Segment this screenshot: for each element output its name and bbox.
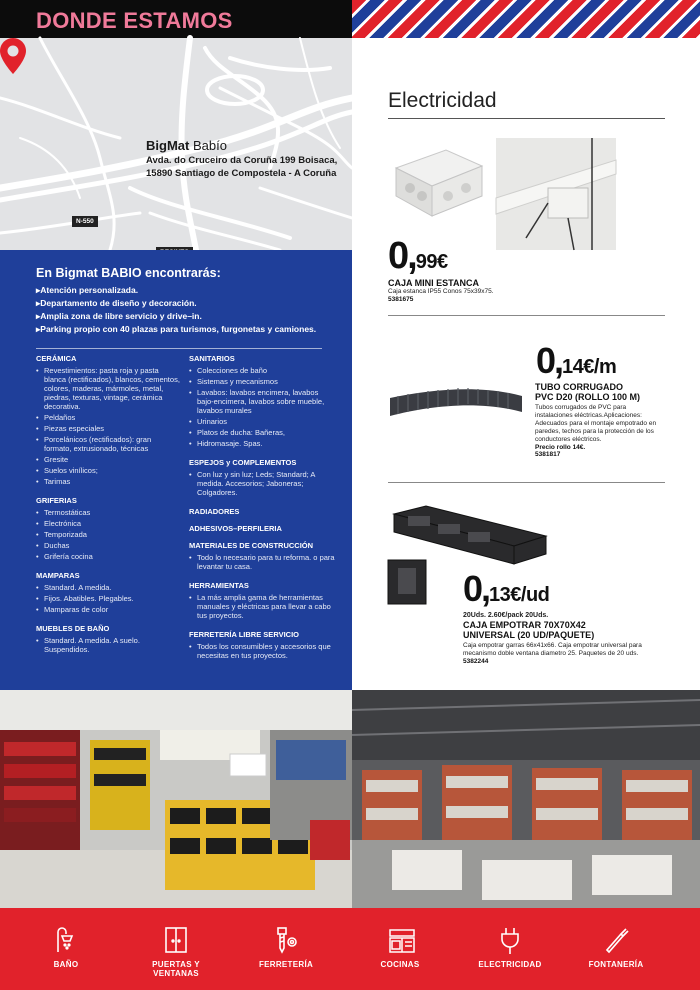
category-item: • Mamparas de color	[36, 605, 180, 614]
category-heading: SANITARIOS	[189, 354, 235, 363]
categories-column-right	[189, 354, 335, 670]
info-divider	[36, 348, 322, 349]
product-ref: 5381817	[535, 451, 561, 458]
info-title: En Bigmat BABIO encontrarás:	[36, 266, 221, 280]
category-item: • Temporizada	[36, 530, 180, 539]
door-icon	[164, 926, 188, 954]
category-heading: HERRAMIENTAS	[189, 581, 249, 590]
footer-label: BAÑO	[53, 960, 79, 969]
category-item: • Suelos vinílicos;	[36, 466, 180, 475]
section-title: Electricidad	[388, 89, 497, 112]
footer-item-fontaneria[interactable]	[566, 908, 666, 990]
footer-label: ELECTRICIDAD	[478, 960, 542, 969]
category-heading: MAMPARAS	[36, 571, 80, 580]
product-divider	[388, 315, 665, 316]
category-item: • Grifería cocina	[36, 552, 180, 561]
category-list	[189, 553, 335, 571]
section-title-rule	[388, 118, 665, 119]
product-pack-price: 20Uds. 2.60€/pack 20Uds.	[463, 612, 549, 619]
address-line-1: Avda. do Cruceiro da Coruña 199 Boisaca,	[146, 155, 338, 166]
category-item: • Todo lo necesario para tu reforma. o para levantar tu casa.	[189, 553, 335, 571]
product-desc: Tubos corrugados de PVC para instalaciones eléctricas.Aplicaciones: Adecuados para el montaje empotrado en paredes, techos para la protección de los conductores eléctricos.	[535, 404, 657, 443]
product-name: TUBO CORRUGADO	[535, 382, 623, 392]
product-ref: 5382244	[463, 658, 489, 665]
location-pin-icon	[0, 38, 26, 74]
location-map[interactable]	[0, 38, 352, 250]
junction-box-installed-image	[496, 138, 616, 250]
category-item: • Electrónica	[36, 519, 180, 528]
category-item: • Tarimas	[36, 477, 180, 486]
product-desc: Caja empotrar garras 66x41x66. Caja empotrar universal para mecanismo doble ventana diametro 25. Paquetes de 20 uds.	[463, 642, 642, 657]
store-interior-photo	[0, 690, 352, 908]
corrugated-tube-image	[388, 376, 524, 424]
footer-label: COCINAS	[380, 960, 420, 969]
product-name: CAJA MINI ESTANCA	[388, 278, 480, 288]
product-desc: Caja estanca IP55 Conos 75x39x75.	[388, 288, 494, 295]
product-divider	[388, 482, 665, 483]
feature-item: ▸ Parking propio con 40 plazas para turismos, furgonetas y camiones.	[36, 323, 316, 336]
store-brand: BigMat	[146, 138, 190, 153]
store-warehouse-photo	[352, 690, 700, 908]
category-list	[189, 366, 335, 448]
wrench-icon	[604, 926, 630, 954]
category-list	[189, 642, 335, 660]
store-info-panel	[0, 250, 352, 690]
store-name	[146, 138, 227, 153]
features-list	[36, 284, 316, 336]
category-item: • Platos de ducha: Bañeras,	[189, 428, 335, 437]
category-list	[36, 508, 180, 561]
header-stripes	[352, 0, 700, 38]
road-label: N-550	[72, 216, 98, 227]
product-name-2: PVC D20 (ROLLO 100 M)	[535, 392, 641, 402]
footer-label: FERRETERÍA	[258, 960, 314, 969]
price-caja-mini-estanca: 0,99€	[388, 235, 448, 277]
product-price-note: Precio rollo 14€.	[535, 444, 586, 451]
category-item: • Termostáticas	[36, 508, 180, 517]
category-item: • Revestimientos: pasta roja y pasta blanca (rectificados), blancos, cementos, colores, maderas, mármoles, metal, piedras, texturas, vintage, cerámica decorativa.	[36, 366, 180, 411]
category-heading: CERÁMICA	[36, 354, 77, 363]
category-list	[36, 366, 180, 486]
category-item: • Hidromasaje. Spas.	[189, 439, 335, 448]
category-item: • Peldaños	[36, 413, 180, 422]
category-heading: FERRETERÍA LIBRE SERVICIO	[189, 630, 300, 639]
product-tubo-corrugado	[535, 382, 665, 458]
footer-item-cocinas[interactable]	[350, 908, 450, 990]
product-name: CAJA EMPOTRAR 70X70X42	[463, 620, 586, 630]
feature-item: ▸ Departamento de diseño y decoración.	[36, 297, 316, 310]
product-name-2: UNIVERSAL (20 UD/PAQUETE)	[463, 630, 595, 640]
product-ref: 5381675	[388, 296, 414, 303]
category-item: • Lavabos: lavabos encimera, lavabos bajo-encimera, lavabos sobre mueble, lavabos murales	[189, 388, 335, 415]
category-item: • Porcelánicos (rectificados): gran formato, extrusionado, técnicas	[36, 435, 180, 453]
footer-item-electricidad[interactable]	[460, 908, 560, 990]
category-item: • La más amplia gama de herramientas manuales y eléctricas para llevar a cabo tus proyectos.	[189, 593, 335, 620]
footer-item-puertas-ventanas[interactable]	[126, 908, 226, 990]
shower-icon	[54, 926, 78, 954]
category-item: • Sistemas y mecanismos	[189, 377, 335, 386]
category-list	[189, 593, 335, 620]
category-footer	[0, 908, 700, 990]
footer-item-bano[interactable]	[16, 908, 116, 990]
category-item: • Duchas	[36, 541, 180, 550]
category-item: • Todos los consumibles y accesorios que necesitas en tus proyectos.	[189, 642, 335, 660]
plug-icon	[498, 926, 522, 956]
footer-item-ferreteria[interactable]	[236, 908, 336, 990]
category-heading: GRIFERIAS	[36, 496, 77, 505]
product-caja-mini-estanca	[388, 278, 494, 303]
category-item: • Standard. A medida.	[36, 583, 180, 592]
screw-icon	[274, 926, 298, 954]
category-item: • Fijos. Abatibles. Plegables.	[36, 594, 180, 603]
page-title: DONDE ESTAMOS	[36, 8, 233, 33]
category-heading: RADIADORES	[189, 507, 240, 516]
category-item: • Piezas especiales	[36, 424, 180, 433]
store-location: Babío	[192, 138, 227, 153]
feature-item: ▸ Amplia zona de libre servicio y drive–in.	[36, 310, 316, 323]
category-heading: ADHESIVOS–PERFILERIA	[189, 524, 282, 533]
category-item: • Urinarios	[189, 417, 335, 426]
footer-label: FONTANERÍA	[588, 960, 644, 969]
product-caja-empotrar	[463, 612, 663, 665]
category-item: • Con luz y sin luz; Leds; Standard; A medida. Accesorios; Jaboneras; Colgadores.	[189, 470, 335, 497]
price-caja-empotrar: 0,13€/ud	[463, 568, 550, 609]
footer-label: PUERTAS Y VENTANAS	[152, 960, 200, 978]
feature-item: ▸ Atención personalizada.	[36, 284, 316, 297]
header-bar	[0, 0, 352, 38]
category-list	[189, 470, 335, 497]
junction-box-image	[388, 138, 488, 224]
category-item: • Standard. A medida. A suelo. Suspendidos.	[36, 636, 180, 654]
kitchen-icon	[388, 926, 416, 954]
category-heading: ESPEJOS y COMPLEMENTOS	[189, 458, 297, 467]
category-item: • Gresite	[36, 455, 180, 464]
category-item: • Colecciones de baño	[189, 366, 335, 375]
price-tubo-corrugado: 0,14€/m	[536, 340, 617, 381]
category-heading: MATERIALES DE CONSTRUCCIÓN	[189, 541, 314, 550]
category-list	[36, 583, 180, 614]
address-line-2: 15890 Santiago de Compostela - A Coruña	[146, 168, 337, 179]
category-heading: MUEBLES DE BAÑO	[36, 624, 110, 633]
categories-column-left	[36, 354, 180, 664]
store-address	[146, 154, 337, 180]
category-list	[36, 636, 180, 654]
